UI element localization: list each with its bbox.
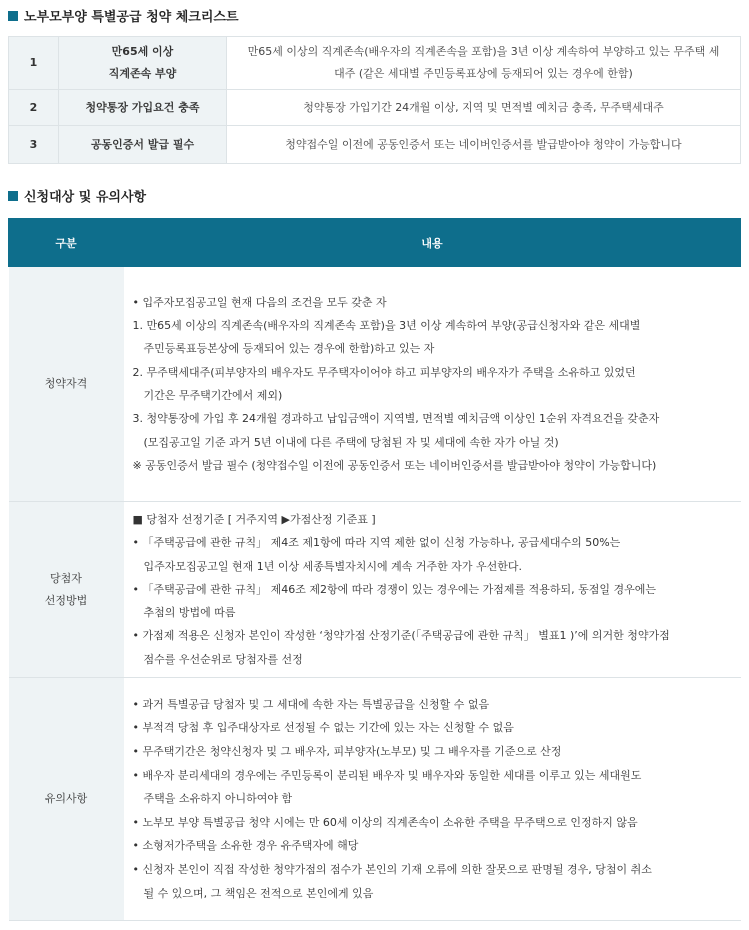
table-row [9, 90, 741, 126]
table-row [9, 126, 741, 164]
content-cell [124, 267, 741, 502]
content-line: 될 수 있으며, 그 책임은 전적으로 본인에게 있음 [143, 886, 374, 900]
content-line: 기간은 무주택기간에서 제외) [143, 389, 283, 402]
content-line: 주민등록표등본상에 등재되어 있는 경우에 한함)하고 있는 자 [143, 342, 435, 356]
content-line: • 신청자 본인이 직접 작성한 청약가점의 점수가 본인의 기재 오류에 의한 잘못으로 판명될 경우, 당첨이 취소 [132, 862, 652, 876]
row-description: 청약접수일 이전에 공동인증서 또는 네이버인증서를 발급받아야 청약이 가능합니다 [227, 126, 741, 164]
detail-table [8, 218, 741, 921]
content-line: (모집공고일 기준 과거 5년 이내에 다른 주택에 당첨된 자 및 세대에 속한 자가 아닐 것) [143, 435, 559, 449]
content-line: • 무주택기간은 청약신청자 및 그 배우자, 피부양자(노부모) 및 그 배우자를 기준으로 산정 [132, 745, 562, 759]
square-bullet-icon [8, 191, 18, 201]
section-title-eligibility [8, 186, 146, 205]
section-title-text: 노부모부양 특별공급 청약 체크리스트 [24, 10, 239, 25]
content-line: • 과거 특별공급 당첨자 및 그 세대에 속한 자는 특별공급을 신청할 수 없음 [132, 697, 490, 711]
checklist-table [8, 36, 741, 164]
row-label: 만65세 이상 직계존속 부양 [59, 37, 227, 90]
table-row [9, 502, 741, 678]
row-number: 2 [9, 90, 59, 126]
row-description: 청약통장 가입기간 24개월 이상, 지역 및 면적별 예치금 충족, 무주택세대주 [227, 90, 741, 126]
column-header-content: 내용 [124, 219, 741, 267]
content-line: • 배우자 분리세대의 경우에는 주민등록이 분리된 배우자 및 배우자와 동일한 세대를 이루고 있는 세대원도 [132, 768, 642, 782]
category-cell: 당첨자 선정방법 [9, 502, 124, 678]
content-line: 점수를 우선순위로 당첨자를 선정 [143, 652, 303, 666]
square-bullet-icon [8, 11, 18, 21]
row-label: 공동인증서 발급 필수 [59, 126, 227, 164]
row-number: 3 [9, 126, 59, 164]
content-line: 입주자모집공고일 현재 1년 이상 세종특별자치시에 계속 거주한 자가 우선한다. [143, 559, 522, 573]
content-line: • 입주자모집공고일 현재 다음의 조건을 모두 갖춘 자 [132, 295, 387, 309]
content-line: 추첨의 방법에 따름 [143, 606, 236, 620]
content-line: ※ 공동인증서 발급 필수 (청약접수일 이전에 공동인증서 또는 네이버인증서를 발급받아야 청약이 가능합니다) [132, 458, 657, 472]
section-title-text: 신청대상 및 유의사항 [24, 190, 147, 205]
content-line: 1. 만65세 이상의 직계존속(배우자의 직계존속 포함)을 3년 이상 계속하여 부양(공급신청자와 같은 세대별 [132, 319, 641, 333]
table-row [9, 267, 741, 502]
table-row [9, 37, 741, 90]
section-title-checklist [8, 6, 239, 25]
column-header-category: 구분 [9, 219, 124, 267]
content-line: • 노부모 부양 특별공급 청약 시에는 만 60세 이상의 직계존속이 소유한 주택을 무주택으로 인정하지 않음 [132, 815, 638, 829]
table-row [9, 678, 741, 921]
content-line: 3. 청약통장에 가입 후 24개월 경과하고 납입금액이 지역별, 면적별 예치금액 이상인 1순위 자격요건을 갖춘자 [132, 412, 660, 426]
table-header-row [9, 219, 741, 267]
content-line-heading: ■ 당첨자 선정기준 [ 거주지역 ▶가점산정 기준표 ] [132, 512, 376, 526]
content-line: • 부적격 당첨 후 입주대상자로 선정될 수 없는 기간에 있는 자는 신청할 수 없음 [132, 721, 514, 735]
content-cell [124, 678, 741, 921]
content-line: • 「주택공급에 관한 규칙」 제4조 제1항에 따라 지역 제한 없이 신청 가능하나, 공급세대수의 50%는 [132, 536, 621, 550]
content-cell [124, 502, 741, 678]
row-description: 만65세 이상의 직계존속(배우자의 직계존속을 포함)을 3년 이상 계속하여 부양하고 있는 무주택 세 대주 (같은 세대별 주민등록표상에 등재되어 있는 경우에 한함) [227, 37, 741, 90]
content-line: • 「주택공급에 관한 규칙」 제46조 제2항에 따라 경쟁이 있는 경우에는 가점제를 적용하되, 동점일 경우에는 [132, 582, 656, 596]
row-label: 청약통장 가입요건 충족 [59, 90, 227, 126]
row-number: 1 [9, 37, 59, 90]
content-line: • 가점제 적용은 신청자 본인이 작성한 ‘청약가점 산정기준(「주택공급에 관한 규칙」 별표1 )’에 의거한 청약가점 [132, 629, 670, 643]
category-cell: 청약자격 [9, 267, 124, 502]
content-line: • 소형저가주택을 소유한 경우 유주택자에 해당 [132, 839, 359, 853]
content-line: 주택을 소유하지 아니하여야 함 [143, 792, 293, 806]
content-line: 2. 무주택세대주(피부양자의 배우자도 무주택자이어야 하고 피부양자의 배우자가 주택을 소유하고 있었던 [132, 365, 636, 379]
category-cell: 유의사항 [9, 678, 124, 921]
